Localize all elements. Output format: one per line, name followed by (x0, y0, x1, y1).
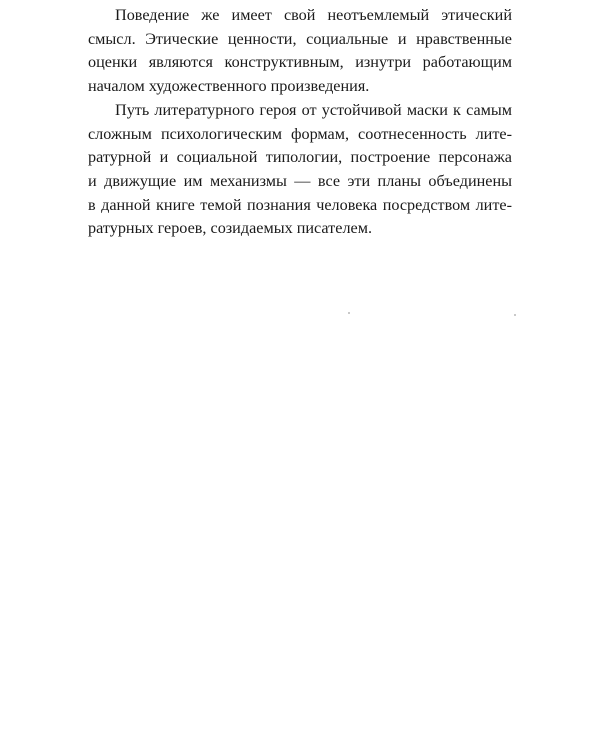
body-text (88, 4, 512, 241)
scan-speck (514, 314, 516, 316)
text-line: началом художественного произведения. (88, 77, 370, 96)
text-line: Поведение же имеет свой неотъемлемый этический (115, 6, 512, 24)
text-line: Путь литературного героя от устойчивой маски к самым (115, 100, 512, 119)
text-line: смысл. Этические ценности, социальные и нравственные (88, 29, 512, 48)
text-line: в данной книге темой познания человека посредством лите- (88, 195, 512, 214)
text-line: ратурных героев, созидаемых писателем. (88, 219, 372, 238)
paragraph-1 (88, 4, 512, 99)
text-line: сложным психологическим формам, соотнесенность лите- (88, 124, 512, 143)
text-line: оценки являются конструктивным, изнутри работающим (88, 53, 512, 72)
scan-speck (348, 312, 350, 314)
text-line: ратурной и социальной типологии, построение персонажа (88, 148, 512, 167)
text-line: и движущие им механизмы — все эти планы объединены (88, 171, 512, 190)
paragraph-2 (88, 99, 512, 241)
